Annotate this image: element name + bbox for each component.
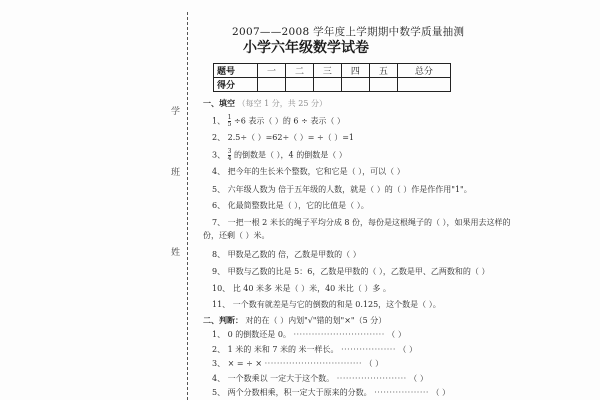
question-number: 2、 — [212, 133, 226, 142]
question-text: 化最简整数比是（ ），它的比值是（ ）。 — [227, 201, 369, 210]
question-number: 1、 — [212, 330, 226, 339]
fraction-mark: $\frac{3}{4}$ — [227, 148, 232, 162]
binding-label-name: 姓 — [171, 248, 181, 258]
question-text: 份，还剩（ ）米。 — [203, 231, 270, 240]
fraction-mark: $\frac{1}{5}$ — [227, 114, 232, 128]
judgement-item — [212, 388, 450, 398]
score-cell[interactable] — [258, 78, 286, 92]
judgement-item — [212, 345, 417, 355]
judgement-item — [212, 330, 406, 340]
score-table — [213, 63, 451, 92]
question-text: 比 40 米多 米是（ ）米，40 米比（ ）多 。 — [232, 284, 391, 293]
question-item — [212, 185, 472, 195]
score-cell[interactable] — [369, 78, 397, 92]
exam-title: 小学六年级数学试卷 — [243, 40, 369, 56]
question-text: 2.5÷（ ）=62÷（ ）= ÷（ ）=1 — [227, 133, 355, 142]
score-table-col: 一 — [258, 64, 286, 78]
question-item — [212, 149, 347, 162]
question-text: 两个分数相乘，积一定大于原来的分数。 — [227, 388, 372, 397]
score-table-col: 五 — [369, 64, 397, 78]
question-item — [212, 267, 489, 277]
section1-heading — [203, 98, 327, 109]
score-table-score-row — [214, 78, 451, 92]
score-table-row-label: 题号 — [214, 64, 258, 78]
question-item — [212, 284, 391, 294]
section2-heading — [203, 315, 386, 326]
answer-blank[interactable]: （ ） — [364, 359, 384, 368]
leader-dots: ······························ — [293, 330, 385, 339]
question-number: 4、 — [212, 374, 226, 383]
binding-label-class: 班 — [171, 168, 181, 178]
answer-blank[interactable]: （ ） — [387, 330, 406, 339]
question-text: 1 米的 米和 7 米的 米一样长。 — [227, 345, 339, 354]
question-item-continuation — [203, 231, 270, 241]
question-number: 5、 — [212, 388, 226, 397]
score-cell[interactable] — [285, 78, 313, 92]
binding-label-school: 学 — [171, 107, 181, 117]
question-number: 8、 — [212, 250, 226, 259]
question-item — [212, 250, 361, 260]
question-text: 甲数与乙数的比是 5：6，乙数是甲数的（ ），乙数是甲、乙两数和的（ ） — [227, 267, 490, 276]
question-text: 六年级人数为 倍于五年级的人数，就是（ ）的（ ）作是作作用"1"。 — [227, 185, 472, 194]
question-number: 1、 — [212, 116, 226, 126]
section2-title: 二、判断： — [203, 315, 243, 325]
question-number: 6、 — [212, 201, 226, 210]
score-table-header-row — [214, 64, 451, 78]
question-number: 7、 — [212, 218, 226, 227]
section1-title: 一、填空 — [203, 98, 235, 108]
answer-blank[interactable]: （ ） — [431, 388, 451, 397]
question-number: 10、 — [212, 284, 231, 293]
question-text: 甲数是乙数的 倍，乙数是甲数的（ ） — [227, 250, 361, 259]
question-number: 5、 — [212, 185, 226, 194]
leader-dots: ······················· — [336, 374, 407, 383]
score-cell[interactable] — [341, 78, 369, 92]
question-item — [212, 115, 345, 128]
score-cell[interactable] — [397, 78, 450, 92]
score-table-row-label: 得分 — [214, 78, 258, 92]
exam-subtitle: 2007——2008 学年度上学期期中数学质量抽测 — [232, 26, 465, 38]
section1-note: （每空 1 分，共 25 分） — [237, 99, 327, 108]
score-table-col: 二 — [285, 64, 313, 78]
question-text: 0 的倒数还是 0。 — [227, 330, 291, 339]
question-text: ÷6 表示（ ）的 6 ÷ 表示（ ） — [234, 116, 345, 126]
binding-dashed-line — [187, 12, 188, 400]
leader-dots: ·················· — [341, 345, 396, 354]
question-text: 一个数有就差是与它的倒数的和是 0.125，这个数是（ ）。 — [232, 300, 441, 309]
score-table-col: 总分 — [397, 64, 450, 78]
judgement-item — [212, 359, 383, 369]
question-item — [212, 201, 369, 211]
question-item — [212, 133, 354, 143]
score-table-col: 四 — [341, 64, 369, 78]
question-number: 2、 — [212, 345, 226, 354]
leader-dots: ································ — [264, 359, 363, 368]
question-item — [212, 218, 511, 228]
question-text: × = ÷ × — [227, 359, 263, 368]
answer-blank[interactable]: （ ） — [398, 345, 417, 354]
question-number: 11、 — [212, 300, 231, 309]
question-number: 3、 — [212, 150, 226, 160]
question-text: 一把一根 2 米长的绳子平均分成 8 份，每份是这根绳子的（ ），如果用去这样的 — [227, 218, 511, 227]
judgement-item — [212, 374, 428, 384]
question-text: 把今年的生长米个整数，它和它是（ ），可以（ ） — [227, 167, 405, 176]
answer-blank[interactable]: （ ） — [409, 374, 428, 383]
question-item — [212, 300, 441, 310]
question-number: 4、 — [212, 167, 226, 176]
question-text: 一个数乘以 一定大于这个数。 — [227, 374, 335, 383]
leader-dots: ·················· — [374, 388, 429, 397]
section2-instruction: 对的在（ ）内划"√"错的划"×"（5 分） — [245, 316, 387, 325]
question-text: 的倒数是（ ），4 的倒数是（ ） — [234, 150, 347, 160]
score-cell[interactable] — [313, 78, 341, 92]
question-number: 9、 — [212, 267, 226, 276]
score-table-col: 三 — [313, 64, 341, 78]
question-number: 3、 — [212, 359, 226, 368]
question-item — [212, 167, 405, 177]
